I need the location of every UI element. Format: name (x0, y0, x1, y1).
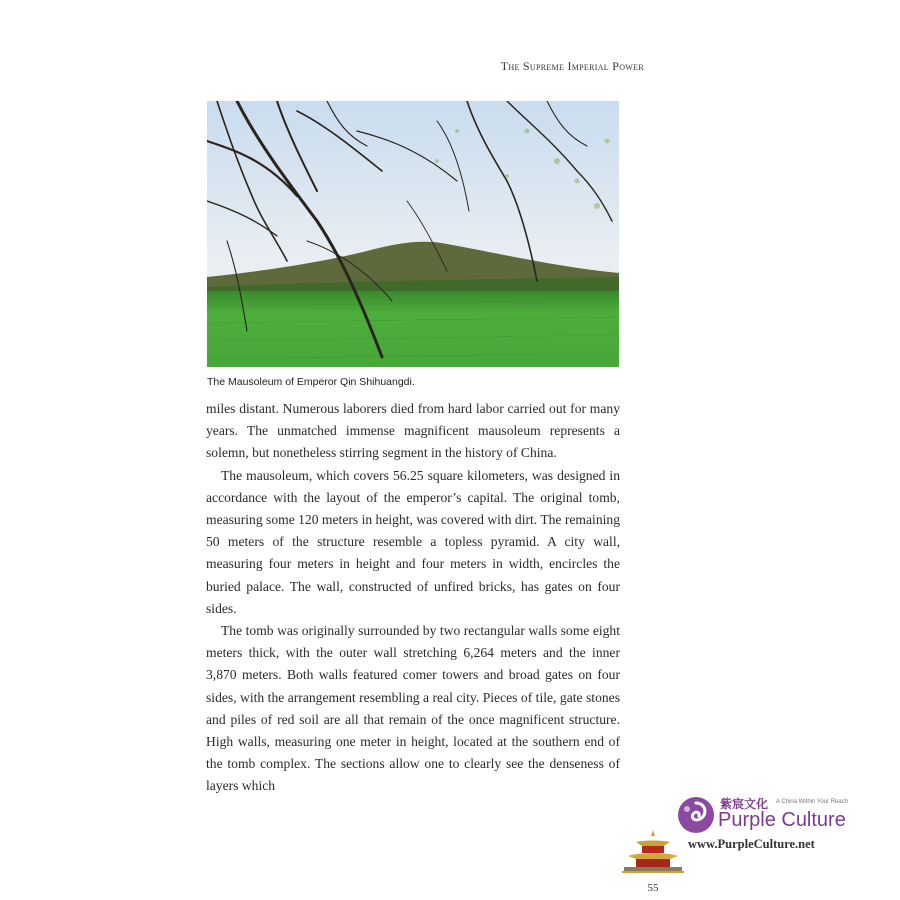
paragraph: The tomb was originally surrounded by two rectangular walls some eight meters thick, with the outer wall stretching 6,264 meters and the inner 3,870 meters. Both walls featured comer towers and broad gates on four sides, with the arrangement resembling a real city. Pieces of tile, gate stones and piles of red soil are all that remain of the once magnificent structure. High walls, measuring one meter in height, located at the southern end of the tomb complex. The sections allow one to clearly see the denseness of layers which (206, 623, 620, 794)
page-number: 55 (647, 882, 659, 894)
watermark-tagline: A China Within Your Reach (776, 799, 849, 805)
pagoda-icon (622, 828, 684, 874)
mausoleum-photo (207, 101, 619, 367)
running-head: The Supreme Imperial Power (500, 59, 644, 73)
figure-caption: The Mausoleum of Emperor Qin Shihuangdi. (207, 376, 415, 388)
watermark-brand-name: Purple Culture (718, 809, 846, 831)
paragraph: The mausoleum, which covers 56.25 square kilometers, was designed in accordance with the layout of the emperor’s capital. The original tomb, measuring some 120 meters in height, was covered with dirt. The remaining 50 meters of the structure resemble a topless pyramid. A city wall, measuring four meters in height and four meters in width, encircles the buried palace. The wall, constructed of unfired bricks, has gates on four sides. (206, 467, 620, 616)
watermark-chinese-name: 紫宸文化 (720, 797, 769, 811)
paragraph: miles distant. Numerous laborers died from hard labor carried out for many years. The unmatched immense magnificent mausoleum represents a solemn, but nonetheless stirring segment in the history of China. (206, 401, 620, 461)
body-text (206, 398, 620, 798)
watermark (676, 795, 876, 860)
watermark-url: www.PurpleCulture.net (688, 837, 815, 851)
